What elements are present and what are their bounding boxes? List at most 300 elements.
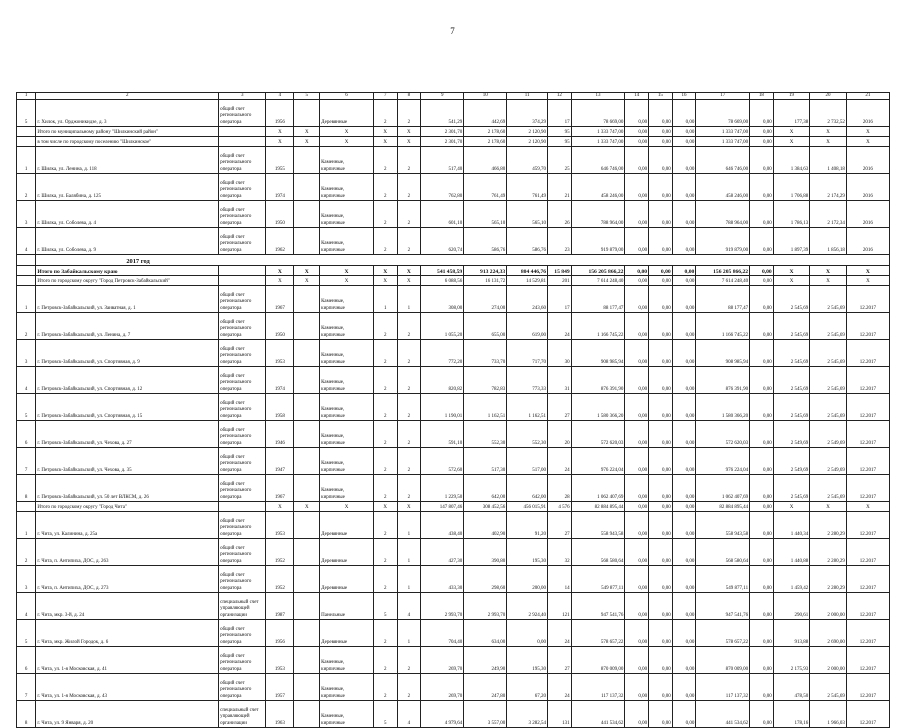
table-cell: X (810, 502, 847, 512)
table-cell: 147 807,46 (421, 502, 464, 512)
address-cell: г. Чита, мкр. Жилой Городок, д. 6 (36, 620, 219, 647)
table-row (17, 286, 890, 313)
table-cell: Деревянные (320, 100, 374, 127)
table-cell: 0,00 (672, 512, 696, 539)
table-cell: 177,38 (773, 100, 810, 127)
table-cell: 2 545,69 (810, 475, 847, 502)
table-cell: 249,90 (464, 647, 507, 674)
table-cell: 913 224,33 (464, 266, 507, 276)
table-cell: 1 (397, 566, 421, 593)
subtotal-row (17, 276, 890, 286)
table-cell: 2 (373, 539, 397, 566)
table-cell: X (773, 266, 810, 276)
table-cell: 2 545,69 (773, 394, 810, 421)
table-cell: 27 (548, 394, 572, 421)
table-cell: 1 706,88 (773, 174, 810, 201)
column-number: 6 (320, 93, 374, 100)
table-cell (219, 276, 266, 286)
table-cell: 1 440,34 (773, 512, 810, 539)
table-cell: Каменные, кирпичные (320, 448, 374, 475)
table-cell: 82 884 895,44 (696, 502, 750, 512)
table-cell: 1 190,01 (421, 394, 464, 421)
table-cell (219, 127, 266, 137)
table-cell: 908 985,94 (571, 340, 625, 367)
table-cell: 0,00 (750, 647, 774, 674)
table-cell: 1952 (266, 566, 294, 593)
table-cell: 1963 (266, 701, 294, 728)
table-cell: 12.2017 (846, 340, 889, 367)
table-cell: 2016 (846, 174, 889, 201)
table-cell: 1958 (266, 394, 294, 421)
table-cell: 1 580 366,20 (571, 394, 625, 421)
table-cell: 2 (397, 340, 421, 367)
table-cell: Каменные, кирпичные (320, 475, 374, 502)
table-cell: специальный счет управляющей организации (219, 701, 266, 728)
address-cell: г. Хилок, ул. Орджоникидзе, д. 3 (36, 100, 219, 127)
table-cell: 2 545,69 (773, 313, 810, 340)
table-cell: 2 545,69 (773, 475, 810, 502)
table-cell: 2 (397, 201, 421, 228)
table-cell: общий счет регионального оператора (219, 620, 266, 647)
table-cell: 21 (548, 174, 572, 201)
table-cell: X (846, 502, 889, 512)
table-cell: 1 055,20 (421, 313, 464, 340)
table-cell: X (373, 276, 397, 286)
table-cell: 646 746,00 (696, 147, 750, 174)
table-cell: 0,00 (649, 674, 673, 701)
table-cell: 8 (17, 475, 36, 502)
table-cell: 0,00 (625, 313, 649, 340)
table-cell: 1 333 747,00 (696, 127, 750, 137)
table-cell: 0,00 (750, 701, 774, 728)
table-cell: 0,00 (672, 394, 696, 421)
table-cell: 12.2017 (846, 367, 889, 394)
table-cell: 7 614 248,40 (571, 276, 625, 286)
table-cell: 1 333 747,00 (571, 127, 625, 137)
table-cell (294, 421, 320, 448)
table-cell: 0,00 (625, 367, 649, 394)
table-cell: общий счет регионального оператора (219, 174, 266, 201)
table-cell: 12.2017 (846, 394, 889, 421)
table-cell: 0,00 (649, 276, 673, 286)
table-cell: 2 549,69 (773, 448, 810, 475)
year-heading-row (17, 255, 890, 266)
table-cell (294, 674, 320, 701)
table-cell: 0,00 (672, 502, 696, 512)
table-cell: 2 545,69 (810, 674, 847, 701)
table-cell: 0,00 (625, 228, 649, 255)
table-cell: Деревянные (320, 512, 374, 539)
column-number: 16 (672, 93, 696, 100)
table-cell: 466,80 (464, 147, 507, 174)
table-cell: общий счет регионального оператора (219, 367, 266, 394)
address-cell: г. Петровск-Забайкальский, ул. Спортивная, д. 12 (36, 367, 219, 394)
table-cell: 2 993,70 (421, 593, 464, 620)
table-cell: 8 (17, 701, 36, 728)
table-cell: 12.2017 (846, 421, 889, 448)
table-cell: 976 224,04 (696, 448, 750, 475)
table-cell: 7 (17, 674, 36, 701)
table-cell: 0,00 (625, 174, 649, 201)
table-cell: 0,00 (649, 475, 673, 502)
table-cell: 156 205 866,22 (571, 266, 625, 276)
table-cell: 0,00 (750, 174, 774, 201)
table-cell: Каменные, кирпичные (320, 394, 374, 421)
table-cell: 2016 (846, 100, 889, 127)
table-cell: X (320, 276, 374, 286)
table-cell: 947 541,76 (571, 593, 625, 620)
table-cell: 0,00 (672, 448, 696, 475)
table-cell: 762,80 (421, 174, 464, 201)
table-cell: 1950 (266, 313, 294, 340)
table-cell: 1 333 747,00 (696, 137, 750, 147)
table-cell: Деревянные (320, 539, 374, 566)
table-cell: X (810, 276, 847, 286)
table-cell: Каменные, кирпичные (320, 201, 374, 228)
table-cell: 4 979,64 (421, 701, 464, 728)
table-cell: 2 545,69 (773, 340, 810, 367)
table-cell: 586,76 (464, 228, 507, 255)
table-cell: 0,00 (750, 266, 774, 276)
table-cell: 0,00 (750, 201, 774, 228)
table-cell: 646 746,00 (571, 147, 625, 174)
table-cell: 1 786,13 (773, 201, 810, 228)
table-cell: 1950 (266, 201, 294, 228)
table-cell: 0,00 (625, 502, 649, 512)
table-cell: 876 391,90 (696, 367, 750, 394)
table-cell: 2 545,69 (810, 286, 847, 313)
table-cell: 0,00 (672, 137, 696, 147)
table-cell: 0,00 (750, 276, 774, 286)
table-cell: 1 580 366,20 (696, 394, 750, 421)
table-cell: 913,88 (773, 620, 810, 647)
address-cell: г. Петровск-Забайкальский, ул. Чехова, д. 27 (36, 421, 219, 448)
table-cell: 0,00 (672, 620, 696, 647)
column-number: 10 (464, 93, 507, 100)
table-cell: общий счет регионального оператора (219, 394, 266, 421)
table-cell: 0,00 (649, 174, 673, 201)
table-cell: 2 (17, 174, 36, 201)
table-cell: 2 178,60 (464, 127, 507, 137)
table-cell: Каменные, кирпичные (320, 367, 374, 394)
address-cell: г. Чита, ул. 1-я Московская, д. 43 (36, 674, 219, 701)
address-cell: г. Чита, п. Антипиха, ДОС, д. 273 (36, 566, 219, 593)
table-cell: 788 964,00 (571, 201, 625, 228)
table-cell: общий счет регионального оператора (219, 448, 266, 475)
table-cell: 0,00 (625, 647, 649, 674)
table-cell: 655,00 (464, 313, 507, 340)
subtotal-row (17, 266, 890, 276)
table-cell: 0,00 (750, 620, 774, 647)
table-row (17, 539, 890, 566)
table-cell: 572 620,03 (571, 421, 625, 448)
table-cell: Каменные, кирпичные (320, 674, 374, 701)
table-cell: 4 (17, 228, 36, 255)
table-cell: 2 172,34 (810, 201, 847, 228)
column-number: 4 (266, 93, 294, 100)
table-cell: 0,00 (625, 127, 649, 137)
column-number: 1 (17, 93, 36, 100)
table-cell: 17 (548, 286, 572, 313)
table-cell: 5 (373, 593, 397, 620)
table-cell (294, 228, 320, 255)
column-number: 19 (773, 93, 810, 100)
table-cell: 0,00 (750, 475, 774, 502)
table-cell: 642,00 (464, 475, 507, 502)
table-cell: 0,00 (649, 367, 673, 394)
table-row (17, 620, 890, 647)
table-cell: 2 (17, 313, 36, 340)
column-number: 17 (696, 93, 750, 100)
table-cell: X (846, 276, 889, 286)
address-cell: Итого по Забайкальскому краю (36, 266, 219, 276)
table-cell: 1953 (266, 340, 294, 367)
table-cell: специальный счет управляющей организации (219, 593, 266, 620)
column-number: 20 (810, 93, 847, 100)
table-cell: 0,00 (672, 228, 696, 255)
table-cell: 0,00 (649, 448, 673, 475)
table-cell: 1957 (266, 674, 294, 701)
table-cell (17, 127, 36, 137)
table-cell: 0,00 (750, 228, 774, 255)
table-cell: 0,00 (649, 539, 673, 566)
table-cell: 2 (397, 674, 421, 701)
table-cell: 0,00 (750, 367, 774, 394)
table-cell: 442,69 (464, 100, 507, 127)
table-cell: 390,80 (464, 539, 507, 566)
table-cell: 2 280,29 (810, 566, 847, 593)
table-cell: 0,00 (672, 174, 696, 201)
table-cell: 0,00 (649, 502, 673, 512)
table-cell: 2 (397, 100, 421, 127)
table-cell: 586,76 (507, 228, 548, 255)
table-cell: 976 224,04 (571, 448, 625, 475)
table-cell: 2 545,69 (773, 286, 810, 313)
address-cell: в том числе по городскому поселению "Шилкинское" (36, 137, 219, 147)
table-cell: 2 545,69 (810, 367, 847, 394)
table-cell: 12.2017 (846, 448, 889, 475)
table-cell (294, 286, 320, 313)
table-cell: 200,00 (507, 566, 548, 593)
table-cell: 2 280,29 (810, 539, 847, 566)
housing-repair-table (16, 92, 890, 728)
table-cell: 634,00 (464, 620, 507, 647)
table-cell: 374,29 (507, 100, 548, 127)
table-cell: 67,20 (507, 674, 548, 701)
table-cell: X (320, 502, 374, 512)
table-cell: 2 301,70 (421, 127, 464, 137)
table-cell: 2 120,90 (507, 137, 548, 147)
table-cell: 12.2017 (846, 647, 889, 674)
table-cell: Деревянные (320, 566, 374, 593)
table-cell: 1 (397, 286, 421, 313)
table-cell: 1974 (266, 174, 294, 201)
column-number: 18 (750, 93, 774, 100)
table-cell: 28 (548, 475, 572, 502)
table-cell: общий счет регионального оператора (219, 228, 266, 255)
table-cell: 870 009,00 (696, 647, 750, 674)
table-row (17, 174, 890, 201)
table-cell: 2 280,29 (810, 512, 847, 539)
table-cell: 0,00 (649, 228, 673, 255)
table-cell: 0,00 (750, 593, 774, 620)
table-cell: 95 (548, 127, 572, 137)
table-cell: 78 669,00 (571, 100, 625, 127)
table-cell: 2 (373, 566, 397, 593)
address-cell: г. Чита, ул. Калинина, д. 25а (36, 512, 219, 539)
column-number: 7 (373, 93, 397, 100)
year-heading: 2017 год (36, 255, 890, 266)
table-cell: X (294, 502, 320, 512)
table-cell (294, 367, 320, 394)
table-cell: 6 (17, 421, 36, 448)
table-cell: 1987 (266, 593, 294, 620)
table-cell: 0,00 (649, 266, 673, 276)
table-cell: 247,80 (464, 674, 507, 701)
table-cell: 0,00 (672, 266, 696, 276)
table-cell: 1 384,63 (773, 147, 810, 174)
table-cell: 2 (373, 313, 397, 340)
table-cell: 16 131,72 (464, 276, 507, 286)
table-cell: 0,00 (672, 100, 696, 127)
table-cell: 12.2017 (846, 593, 889, 620)
table-cell (294, 201, 320, 228)
table-cell (294, 593, 320, 620)
table-cell: 91,20 (507, 512, 548, 539)
table-row (17, 228, 890, 255)
table-cell: 591,10 (421, 421, 464, 448)
table-cell: 2 (373, 174, 397, 201)
table-cell: 88 177,47 (571, 286, 625, 313)
table-cell: X (846, 127, 889, 137)
table-cell: 2 549,69 (810, 421, 847, 448)
table-cell: общий счет регионального оператора (219, 647, 266, 674)
table-cell: 0,00 (649, 394, 673, 421)
table-cell: 0,00 (649, 313, 673, 340)
address-cell: г. Чита, мкр. 3-й, д. 24 (36, 593, 219, 620)
table-cell: 0,00 (649, 593, 673, 620)
table-row (17, 147, 890, 174)
table-cell: 0,00 (750, 448, 774, 475)
table-cell: 568 580,64 (696, 539, 750, 566)
table-cell: 1967 (266, 475, 294, 502)
table-row (17, 100, 890, 127)
column-number: 9 (421, 93, 464, 100)
table-cell: 1 333 747,00 (571, 137, 625, 147)
table-cell (294, 174, 320, 201)
table-cell: 0,00 (672, 276, 696, 286)
table-cell: 0,00 (672, 566, 696, 593)
table-cell: 0,00 (625, 100, 649, 127)
table-cell: 2 178,60 (464, 137, 507, 147)
table-cell: 5 (373, 701, 397, 728)
table-cell: 919 879,00 (696, 228, 750, 255)
table-cell: 0,00 (625, 201, 649, 228)
table-cell (17, 266, 36, 276)
table-cell: 478,50 (773, 674, 810, 701)
address-cell: Итого по городскому округу "Город Чита" (36, 502, 219, 512)
table-cell: 1 062 407,69 (571, 475, 625, 502)
table-cell: 0,00 (672, 539, 696, 566)
table-cell: 25 (548, 147, 572, 174)
table-cell: 5 (17, 394, 36, 421)
table-cell: 2 (373, 512, 397, 539)
table-cell: 12.2017 (846, 620, 889, 647)
table-cell: 12.2017 (846, 286, 889, 313)
table-row (17, 647, 890, 674)
column-number-row (17, 93, 890, 100)
table-cell: 4 576 (548, 502, 572, 512)
table-cell: 4 (397, 593, 421, 620)
table-cell: 95 (548, 137, 572, 147)
table-cell: 12.2017 (846, 566, 889, 593)
address-cell: г. Шилка, ул. Балябина, д. 125 (36, 174, 219, 201)
table-cell: 2 549,69 (810, 448, 847, 475)
table-cell: 0,00 (507, 620, 548, 647)
table-cell: X (397, 276, 421, 286)
table-cell: 761,49 (507, 174, 548, 201)
table-cell: 773,33 (507, 367, 548, 394)
table-cell: 2 000,00 (810, 647, 847, 674)
table-cell: 2 545,69 (810, 340, 847, 367)
table-cell: 2 (373, 147, 397, 174)
table-cell: 269,70 (421, 647, 464, 674)
table-cell: X (810, 127, 847, 137)
subtotal-row (17, 137, 890, 147)
table-cell: 0,00 (649, 137, 673, 147)
table-cell: 2 545,69 (810, 394, 847, 421)
table-cell: 23 (548, 228, 572, 255)
table-cell: 5 (17, 620, 36, 647)
table-cell (294, 340, 320, 367)
table-cell: 7 614 248,40 (696, 276, 750, 286)
table-cell: 308 452,56 (464, 502, 507, 512)
address-cell: г. Петровск-Забайкальский, ул. Спортивная, д. 15 (36, 394, 219, 421)
table-cell: 870 009,00 (571, 647, 625, 674)
column-number: 5 (294, 93, 320, 100)
address-cell: г. Чита, ул. 1-я Московская, д. 41 (36, 647, 219, 674)
address-cell: г. Петровск-Забайкальский, ул. Чехова, д. 35 (36, 448, 219, 475)
table-cell: X (320, 266, 374, 276)
table-cell: Каменные, кирпичные (320, 228, 374, 255)
table-cell: X (266, 266, 294, 276)
table-cell: 0,00 (672, 340, 696, 367)
table-cell: Каменные, кирпичные (320, 701, 374, 728)
table-cell: 717,70 (507, 340, 548, 367)
table-cell: 0,00 (672, 147, 696, 174)
table-cell: 3 557,00 (464, 701, 507, 728)
table-cell: 568 580,64 (571, 539, 625, 566)
table-cell: X (294, 127, 320, 137)
table-cell: 14 (548, 566, 572, 593)
table-cell: 427,30 (421, 539, 464, 566)
address-cell: г. Шилка, ул. Ленина, д. 118 (36, 147, 219, 174)
table-cell (294, 448, 320, 475)
table-cell: 2 (373, 100, 397, 127)
table-cell: 782,83 (464, 367, 507, 394)
table-cell: общий счет регионального оператора (219, 512, 266, 539)
table-cell: 24 (548, 620, 572, 647)
table-cell: 2 (373, 421, 397, 448)
table-cell: 0,00 (672, 201, 696, 228)
table-cell: 27 (548, 512, 572, 539)
table-cell: 24 (548, 313, 572, 340)
table-cell: 0,00 (672, 475, 696, 502)
table-cell: 0,00 (672, 701, 696, 728)
page-number: 7 (450, 26, 455, 36)
table-cell: 3 (17, 201, 36, 228)
table-cell: 2 (373, 228, 397, 255)
